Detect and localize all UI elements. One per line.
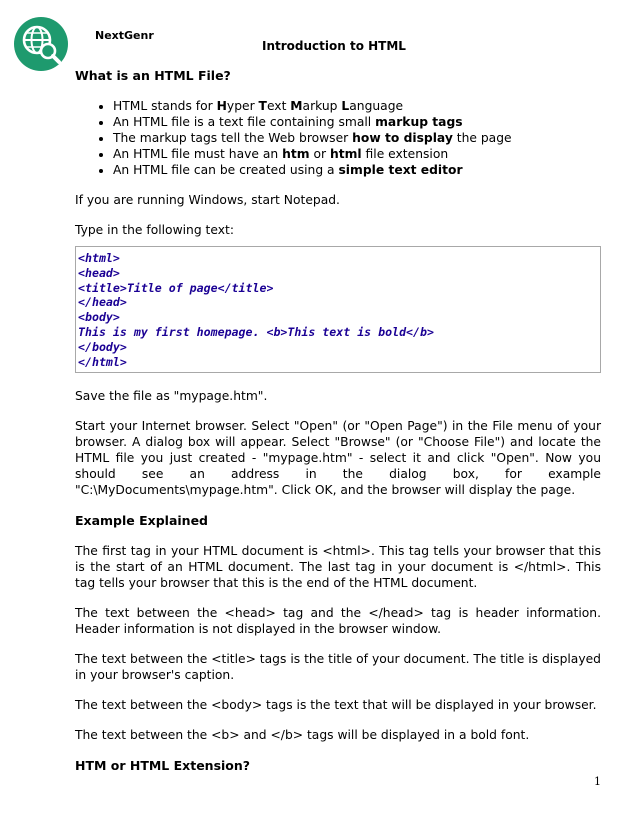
code-line: <html> <box>78 251 120 265</box>
paragraph-title-tag: The text between the <title> tags is the title of your document. The title is displayed in your browser's caption. <box>75 652 601 683</box>
page-number: 1 <box>594 775 601 788</box>
brand-name: NextGenr <box>95 29 154 42</box>
heading-what-is-html: What is an HTML File? <box>75 68 231 83</box>
text-span: The markup tags tell the Web browser <box>113 131 353 145</box>
bold-text: markup tags <box>375 115 463 129</box>
bold-text: htm <box>282 147 310 161</box>
paragraph-save: Save the file as "mypage.htm". <box>75 389 268 404</box>
heading-htm-or-html: HTM or HTML Extension? <box>75 758 251 774</box>
text-span: ext <box>266 99 291 113</box>
text-span: file extension <box>361 147 449 161</box>
paragraph-start-browser: Start your Internet browser. Select "Open" (or "Open Page") in the File menu of your browser. A dialog box will appear. Select "Browse" (or "Choose File") and locate the HTML file you just created - "mypage.htm" - select it and click "Open". Now you should see an address in the dialog box, for example "C:\MyDocuments\mypage.htm". Click OK, and the browser will display the page. <box>75 419 601 498</box>
text-span: yper <box>226 99 259 113</box>
heading-example-explained: Example Explained <box>75 513 209 529</box>
bold-text: how to display <box>352 131 453 145</box>
text-span: or <box>309 147 330 161</box>
paragraph-html-tag: The first tag in your HTML document is <html>. This tag tells your browser that this is the start of an HTML document. The last tag in your document is </html>. This tag tells your browser that this is the end of the HTML document. <box>75 544 601 591</box>
text-span: the page <box>452 131 512 145</box>
text-span: An HTML file must have an <box>113 147 283 161</box>
text-span: HTML stands for <box>113 99 217 113</box>
code-line: </html> <box>78 354 127 369</box>
code-block <box>75 246 601 373</box>
list-item <box>113 130 601 146</box>
list-item <box>113 114 601 130</box>
bold-text: html <box>329 147 362 161</box>
globe-search-logo-icon <box>13 16 69 72</box>
text-span: An HTML file is a text file containing small <box>113 115 376 129</box>
html-facts-list <box>75 98 601 178</box>
list-item <box>113 162 601 178</box>
list-item <box>113 146 601 162</box>
document-body <box>75 68 601 774</box>
code-line: </body> <box>78 339 127 354</box>
text-span: An HTML file can be created using a <box>113 163 339 177</box>
bold-letter: H <box>216 99 227 113</box>
code-line: This is my first homepage. <b>This text is bold</b> <box>78 324 434 339</box>
paragraph-body-tag: The text between the <body> tags is the text that will be displayed in your browser. <box>75 698 597 713</box>
code-line: <title>Title of page</title> <box>78 280 274 295</box>
paragraph-head-tag: The text between the <head> tag and the </head> tag is header information. Header information is not displayed in the browser window. <box>75 606 601 637</box>
paragraph-bold-tag: The text between the <b> and </b> tags will be displayed in a bold font. <box>75 728 530 743</box>
document-title: Introduction to HTML <box>262 39 406 53</box>
list-item <box>113 98 601 114</box>
bold-text: simple text editor <box>338 163 463 177</box>
text-span: arkup <box>302 99 342 113</box>
code-line: <head> <box>78 265 120 280</box>
bold-letter: T <box>258 99 267 113</box>
code-line: </head> <box>78 295 127 310</box>
paragraph-windows: If you are running Windows, start Notepad. <box>75 193 340 207</box>
text-span: anguage <box>349 99 404 113</box>
code-line: <body> <box>78 310 120 325</box>
bold-letter: M <box>290 99 303 113</box>
paragraph-type: Type in the following text: <box>75 223 234 237</box>
bold-letter: L <box>341 99 350 113</box>
